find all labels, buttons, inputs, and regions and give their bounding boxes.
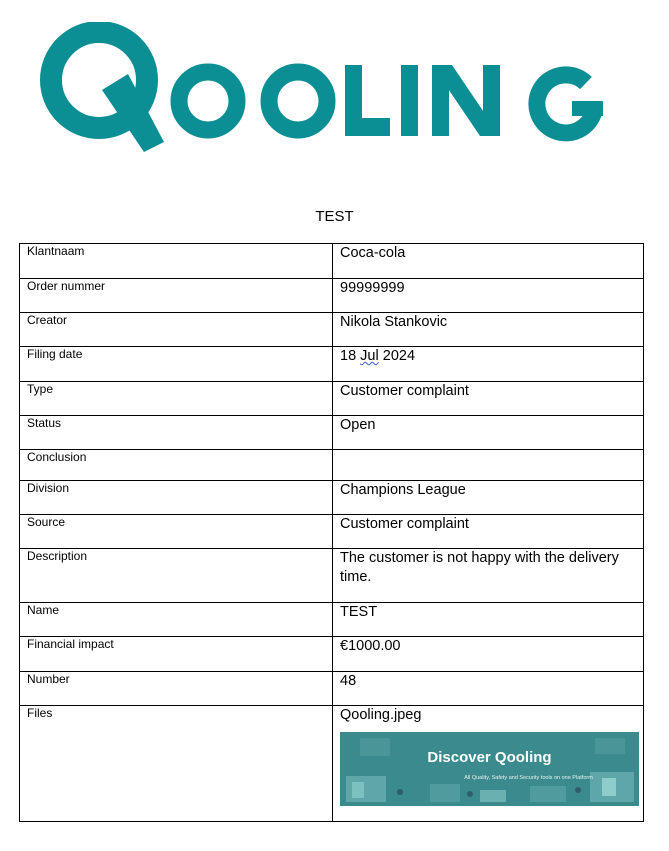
- filing-year: 2024: [382, 348, 416, 364]
- thumbnail-headline: Discover Qooling: [427, 749, 552, 766]
- row-label: Description: [20, 549, 333, 603]
- row-label: Type: [20, 382, 333, 416]
- table-row: [20, 416, 644, 450]
- row-label: Filing date: [20, 347, 333, 382]
- row-value: 99999999: [333, 279, 644, 313]
- row-label: Name: [20, 603, 333, 637]
- thumbnail-subtitle: All Quality, Safety and Security tools on one Platform: [464, 775, 593, 781]
- report-table: [19, 243, 644, 822]
- row-label: Conclusion: [20, 450, 333, 481]
- row-value: TEST: [333, 603, 644, 637]
- table-row: [20, 549, 644, 603]
- table-row: [20, 637, 644, 672]
- filing-month: Jul: [360, 348, 379, 364]
- row-value: 48: [333, 672, 644, 706]
- files-cell: [333, 706, 644, 822]
- row-label: Files: [20, 706, 333, 822]
- row-value: The customer is not happy with the delivery time.: [333, 549, 644, 603]
- row-value: €1000.00: [333, 637, 644, 672]
- row-value: Champions League: [333, 481, 644, 515]
- table-row: [20, 279, 644, 313]
- filing-day: 18: [340, 348, 357, 364]
- row-value: Nikola Stankovic: [333, 313, 644, 347]
- row-value: Coca-cola: [333, 244, 644, 279]
- row-label: Klantnaam: [20, 244, 333, 279]
- row-label: Number: [20, 672, 333, 706]
- file-name[interactable]: Qooling.jpeg: [340, 707, 422, 723]
- row-value: [333, 347, 644, 382]
- row-value: Customer complaint: [333, 515, 644, 549]
- qooling-logo: [40, 22, 630, 152]
- row-label: Status: [20, 416, 333, 450]
- row-value: Open: [333, 416, 644, 450]
- table-row: [20, 603, 644, 637]
- row-label: Order nummer: [20, 279, 333, 313]
- table-row: [20, 706, 644, 822]
- document-title: TEST: [315, 208, 354, 225]
- row-value: Customer complaint: [333, 382, 644, 416]
- row-label: Creator: [20, 313, 333, 347]
- table-row: [20, 481, 644, 515]
- table-row: [20, 672, 644, 706]
- table-row: [20, 313, 644, 347]
- row-label: Source: [20, 515, 333, 549]
- table-row: [20, 382, 644, 416]
- table-row: [20, 347, 644, 382]
- table-row: [20, 515, 644, 549]
- row-value: [333, 450, 644, 481]
- attachment-thumbnail[interactable]: [340, 732, 639, 806]
- row-label: Financial impact: [20, 637, 333, 672]
- table-row: [20, 244, 644, 279]
- table-row: [20, 450, 644, 481]
- row-label: Division: [20, 481, 333, 515]
